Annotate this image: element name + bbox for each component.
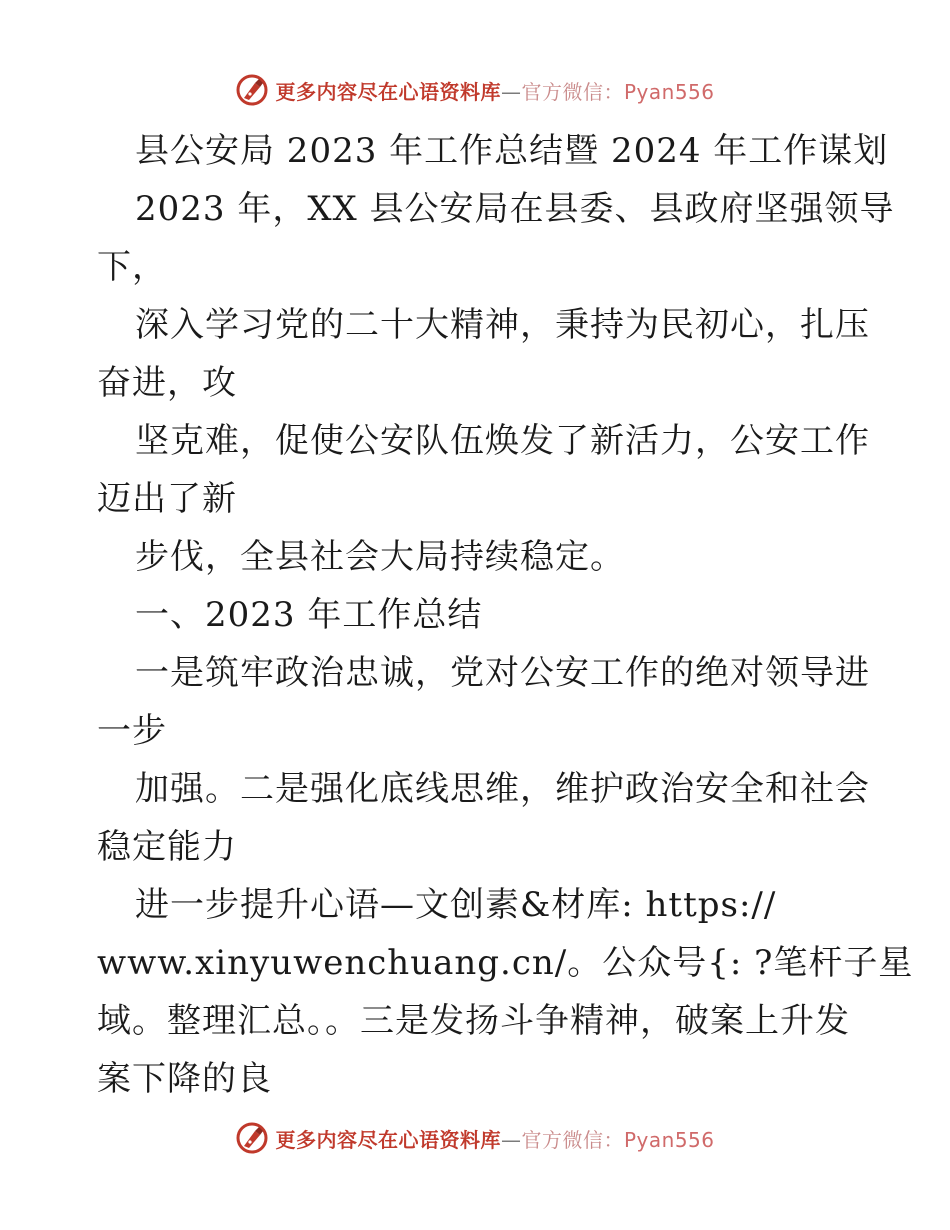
banner-dash: — — [500, 79, 522, 104]
pen-nib-logo-icon — [235, 1121, 269, 1155]
document-line: 迈出了新 — [97, 479, 237, 519]
banner-wechat-id: Pyan556 — [623, 79, 715, 104]
document-line: 域。整理汇总。。三是发扬斗争精神，破案上升发 — [97, 1001, 850, 1041]
document-line: 步伐，全县社会大局持续稳定。 — [135, 537, 625, 577]
document-line: 奋进，攻 — [97, 363, 237, 403]
document-line: 坚克难，促使公安队伍焕发了新活力，公安工作 — [135, 421, 870, 461]
document-line: 一步 — [97, 711, 167, 751]
banner-site-text: 更多内容尽在心语资料库 — [275, 79, 501, 104]
banner-text — [275, 76, 714, 105]
document-line: 2023 年，XX 县公安局在县委、县政府坚强领导 — [135, 189, 895, 229]
footer-banner — [0, 1118, 950, 1158]
document-line: 一、2023 年工作总结 — [135, 595, 483, 635]
banner-wechat-id: Pyan556 — [623, 1127, 715, 1152]
document-line: www.xinyuwenchuang.cn/。公众号{: ?笔杆子星 — [97, 943, 914, 983]
banner-text — [275, 1124, 714, 1153]
banner-site-text: 更多内容尽在心语资料库 — [275, 1127, 501, 1152]
document-body — [97, 122, 914, 1108]
document-line: 一是筑牢政治忠诚，党对公安工作的绝对领导进 — [135, 653, 870, 693]
header-banner — [0, 70, 950, 110]
document-line: 加强。二是强化底线思维，维护政治安全和社会 — [135, 769, 870, 809]
document-line: 稳定能力 — [97, 827, 237, 867]
document-line: 下， — [97, 247, 167, 287]
banner-wechat-label: 官方微信： — [521, 1127, 624, 1152]
banner-wechat-label: 官方微信： — [521, 79, 624, 104]
pen-nib-logo-icon — [235, 73, 269, 107]
document-line: 县公安局 2023 年工作总结暨 2024 年工作谋划 — [135, 131, 889, 171]
document-line: 进一步提升心语—文创素&材库: https:// — [135, 885, 777, 925]
document-line: 深入学习党的二十大精神，秉持为民初心，扎压 — [135, 305, 870, 345]
banner-dash: — — [500, 1127, 522, 1152]
document-line: 案下降的良 — [97, 1059, 272, 1099]
